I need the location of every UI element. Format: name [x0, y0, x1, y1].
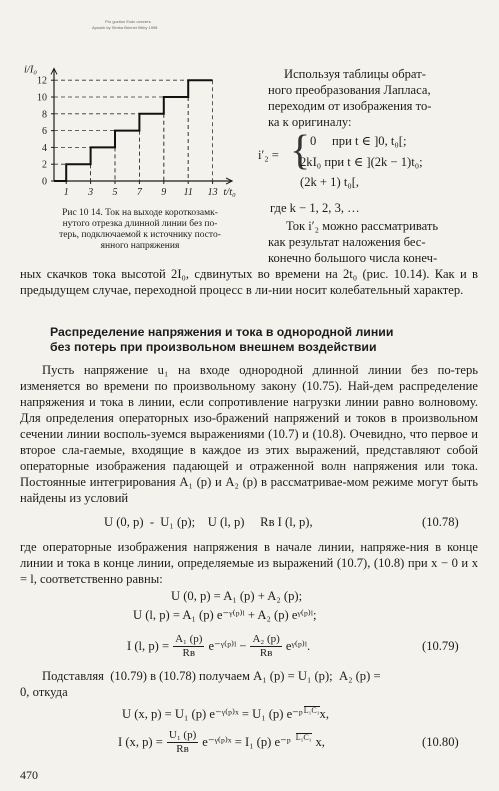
para1-line: как результат наложения бес-	[268, 235, 426, 249]
fraction-numerator: A₂ (p)	[252, 632, 280, 645]
para4-line: 0, откуда	[20, 685, 68, 699]
fraction-denominator: Rв	[259, 646, 273, 659]
equation-10-80-line-1	[122, 706, 329, 722]
equation-number-10-79: (10.79)	[422, 639, 459, 653]
step-current-chart	[20, 64, 265, 204]
x-tick-label: 11	[183, 187, 193, 198]
section-heading-line: Распределение напряжения и тока в однородной линии	[50, 325, 394, 339]
where-k: где k − 1, 2, 3, …	[270, 201, 360, 215]
y-axis-label: i/I₀	[24, 64, 37, 76]
intro-line: ного преобразования Лапласа,	[268, 83, 431, 97]
sqrt-radicand: L₁C₁	[295, 732, 312, 742]
x-axis-label: t/t₀	[223, 187, 236, 198]
equation-10-79-line-2: U (l, p) = A₁ (p) e⁻ᵞ⁽ᵖ⁾ˡ + A₂ (p) eᵞ⁽ᵖ⁾ˡ;	[133, 608, 317, 622]
piecewise-case-2: 2kI₀ при t ∈ ](2k − 1)t₀;	[300, 155, 423, 169]
figure-caption	[20, 208, 260, 252]
fraction-numerator: A₁ (p)	[175, 632, 203, 645]
equation-10-78: U (0, p) - U₁ (p); U (l, p) Rв I (l, p),	[104, 515, 313, 529]
x-tick-label: 13	[207, 187, 218, 198]
x-tick-label: 3	[88, 187, 94, 198]
x-tick-label: 7	[136, 187, 142, 198]
paragraph-1-rest: ных скачков тока высотой 2I₀, сдвинутых во времени на 2t₀ (рис. 10.14). Как и в предыдущем случае, переходной процесс в ли-нии носит колебательный характер.	[20, 267, 478, 297]
fraction-denominator: Rв	[182, 646, 196, 659]
caption-line: нутого отрезка длинной линии без по-	[62, 219, 218, 229]
intro-paragraph	[268, 66, 476, 130]
section-heading-line: без потерь при произвольном внешнем воздействии	[50, 340, 377, 354]
y-tick-label: 10	[37, 92, 47, 104]
y-tick-label: 6	[42, 126, 47, 138]
para1-line: Ток i′₂ можно рассматривать	[286, 219, 439, 233]
eq-part: U (x, p) = U₁ (p) e⁻ᵞ⁽ᵖ⁾ˣ = U₁ (p) e⁻ᵖ	[122, 707, 303, 721]
y-tick-label: 12	[37, 75, 47, 87]
eq-part: e⁻ᵞ⁽ᵖ⁾ˣ = I₁ (p) e⁻ᵖ	[202, 735, 291, 749]
fraction	[167, 729, 198, 756]
y-tick-label: 2	[42, 159, 47, 171]
para1-line: конечно большого числа конеч-	[268, 251, 438, 265]
publisher-stamp-line-1: Pro guction Exdc oсесеть	[105, 19, 151, 24]
piecewise-lhs: i′₂ =	[258, 148, 279, 162]
caption-line: терь, подключаемой к источнику посто-	[59, 230, 221, 240]
y-tick-label: 8	[42, 109, 47, 121]
eq-part: x,	[319, 707, 329, 721]
fraction-denominator: Rв	[176, 742, 189, 755]
equation-10-79-line-1: U (0, p) = A₁ (p) + A₂ (p);	[171, 589, 303, 603]
piecewise-case-1: 0 при t ∈ ]0, t₀[;	[310, 134, 407, 148]
intro-line: переходим от изображения то-	[268, 99, 432, 113]
intro-line: ка к оригиналу:	[268, 115, 352, 129]
left-brace: {	[290, 128, 311, 174]
equation-number-10-80: (10.80)	[422, 735, 459, 749]
x-tick-label: 1	[63, 187, 69, 198]
eq-tail: eᵞ⁽ᵖ⁾ˡ.	[285, 639, 311, 653]
piecewise-case-3: (2k + 1) t₀[,	[300, 175, 360, 189]
section-heading	[50, 325, 470, 355]
eq-lhs: I (x, p) =	[118, 734, 163, 749]
publisher-stamp-line-2: Apsukh by Simba Brinner Bbhy 1998	[92, 25, 158, 30]
paragraph-4	[20, 668, 478, 700]
y-tick-label: 4	[42, 142, 47, 154]
page-number: 470	[20, 768, 38, 782]
fraction-numerator: U₁ (p)	[168, 728, 197, 741]
sqrt-radicand: L₁C₁	[303, 706, 320, 715]
eq-lhs: I (l, p) =	[127, 638, 170, 653]
y-tick-label: 0	[42, 176, 47, 188]
x-tick-label: 9	[161, 187, 167, 198]
paragraph-3: где операторные изображения напряжения в начале линии, напряже-ния в конце линии и тока в конце линии, определяемые из выражений (10.7), (10.8) при x − 0 и x = l, соответственно равны:	[20, 540, 478, 586]
intro-line: Используя таблицы обрат-	[284, 67, 426, 81]
equation-number-10-78: (10.78)	[422, 515, 459, 529]
paragraph-1-start	[268, 218, 478, 266]
paragraph-2: Пусть напряжение u₁ на входе однородной длинной линии без по-терь изменяется во времени по произвольному закону (10.75). Най-дем распределение напряжения и тока в линии, если сопротивление нагрузки линии равно волновому. Для определения операторных изо-бражений напряжений и токов в произвольном сечении линии восполь-зуемся выражениями (10.7) и (10.8). Очевидно, что первое и второе сла-гаемые, входящие в каждое из этих выражений, представляют собой операторные изображения падающей и отраженной волн напряжения или тока. Постоянные интегрирования A₁ (p) и A₂ (p) в рассматривае-мом режиме могут быть найдены из условий	[20, 363, 478, 505]
caption-line: Рис 10 14. Ток на выходе короткозамк-	[62, 208, 218, 218]
equation-10-79-line-3	[127, 628, 310, 664]
equation-10-80-line-2	[118, 724, 325, 760]
caption-line: янного напряжения	[100, 241, 180, 251]
para4-line: Подставляя (10.79) в (10.78) получаем A₁ (p) = U₁ (p); A₂ (p) =	[42, 669, 381, 683]
fraction	[250, 633, 281, 660]
eq-middle: e⁻ᵞ⁽ᵖ⁾ˡ −	[208, 639, 247, 653]
fraction	[173, 633, 204, 660]
eq-part: x,	[315, 734, 325, 749]
x-tick-label: 5	[112, 187, 118, 198]
